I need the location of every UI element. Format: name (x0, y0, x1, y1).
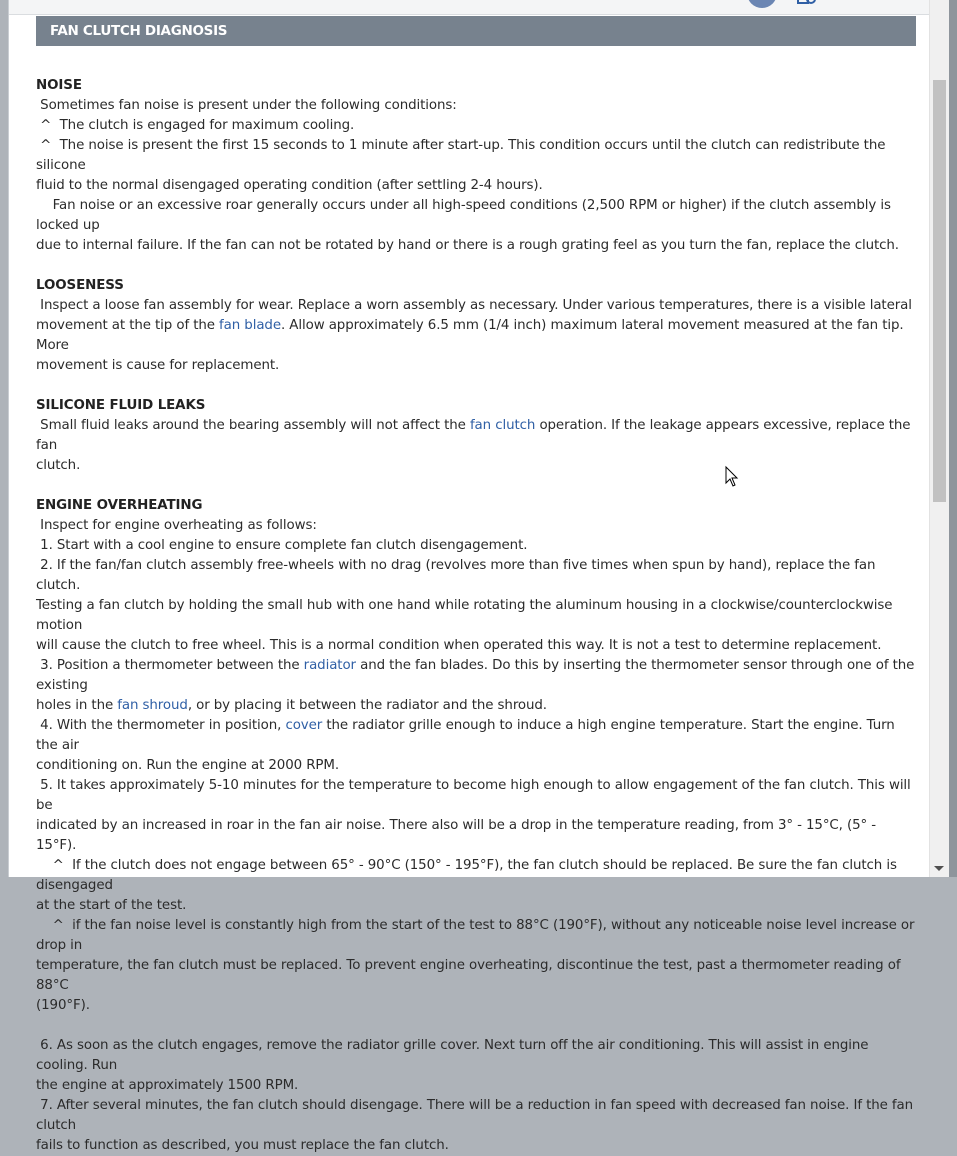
paragraph-line (36, 416, 918, 456)
user-avatar[interactable] (747, 0, 777, 8)
paragraph-line: the engine at approximately 1500 RPM. (36, 1078, 299, 1093)
fan-clutch-link[interactable]: fan clutch (469, 418, 536, 433)
text-span: 3. Position a thermometer between the (36, 658, 304, 673)
document-icon[interactable] (797, 0, 817, 5)
paragraph-line: indicated by an increased in roar in the fan air noise. There also will be a drop in the temperature reading, from 3° - 15°C, (5° - 15°F). (36, 818, 881, 853)
step-5: 5. It takes approximately 5-10 minutes for the temperature to become high enough to allow engagement of the fan clutch. This will be (36, 778, 915, 813)
heading-engine-overheating: ENGINE OVERHEATING (36, 498, 203, 513)
bullet-line: ^ If the clutch does not engage between 65° - 90°C (150° - 195°F), the fan clutch should be replaced. Be sure the fan clutch is disengaged (36, 858, 901, 893)
text-span: the radiator grille enough to induce a high engine temperature. Start the engine. Turn the air (36, 718, 899, 753)
section-header: FAN CLUTCH DIAGNOSIS (36, 16, 916, 46)
paragraph-line (36, 316, 918, 356)
paragraph-line: at the start of the test. (36, 898, 187, 913)
text-span: holes in the (36, 698, 118, 713)
vertical-scrollbar[interactable] (929, 0, 949, 877)
cover-link[interactable]: cover (285, 718, 323, 733)
top-toolbar (9, 0, 930, 15)
heading-noise: NOISE (36, 78, 82, 93)
heading-silicone-fluid-leaks: SILICONE FLUID LEAKS (36, 398, 206, 413)
paragraph-line: Inspect for engine overheating as follows: (36, 518, 317, 533)
text-span: 4. With the thermometer in position, (36, 718, 286, 733)
paragraph-line: clutch. (36, 458, 81, 473)
paragraph-line: movement is cause for replacement. (36, 358, 280, 373)
step-6: 6. As soon as the clutch engages, remove the radiator grille cover. Next turn off the air conditioning. This will assist in engine cooling. Run (36, 1038, 873, 1073)
fan-shroud-link[interactable]: fan shroud (117, 698, 188, 713)
scrollbar-thumb[interactable] (933, 80, 946, 502)
bullet-line: ^ if the fan noise level is constantly high from the start of the test to 88°C (190°F), without any noticeable noise level increase or drop in (36, 918, 919, 953)
paragraph-line: Inspect a loose fan assembly for wear. Replace a worn assembly as necessary. Under various temperatures, there is a visible lateral (36, 298, 912, 313)
paragraph-line: conditioning on. Run the engine at 2000 RPM. (36, 758, 339, 773)
step-1: 1. Start with a cool engine to ensure complete fan clutch disengagement. (36, 538, 528, 553)
article-body (36, 76, 918, 1156)
text-span: Small fluid leaks around the bearing assembly will not affect the (36, 418, 470, 433)
step-2: 2. If the fan/fan clutch assembly free-wheels with no drag (revolves more than five times when spun by hand), replace the fan clutch. (36, 558, 880, 593)
text-span: . Allow approximately 6.5 mm (1/4 inch) maximum lateral movement measured at the fan tip. More (36, 318, 908, 353)
document-window (8, 0, 931, 1153)
paragraph-line (36, 696, 918, 716)
paragraph-line: Fan noise or an excessive roar generally occurs under all high-speed conditions (2,500 RPM or higher) if the clutch assembly is locked up (36, 198, 896, 233)
paragraph-line: fluid to the normal disengaged operating condition (after settling 2-4 hours). (36, 178, 543, 193)
paragraph-line: temperature, the fan clutch must be replaced. To prevent engine overheating, discontinue the test, past a thermometer reading of 88°C (36, 958, 905, 993)
paragraph-line: Testing a fan clutch by holding the small hub with one hand while rotating the aluminum housing in a clockwise/counterclockwise motion (36, 598, 897, 633)
paragraph-line: (190°F). (36, 998, 90, 1013)
text-span: and the fan blades. Do this by inserting the thermometer sensor through one of the existing (36, 658, 919, 693)
fan-blade-link[interactable]: fan blade (219, 318, 281, 333)
paragraph-line: ^ The clutch is engaged for maximum cooling. (36, 118, 355, 133)
paragraph-line: will cause the clutch to free wheel. This is a normal condition when operated this way. It is not a test to determine replacement. (36, 638, 882, 653)
radiator-link[interactable]: radiator (303, 658, 356, 673)
mouse-pointer-icon (725, 466, 739, 488)
step-4 (36, 716, 918, 756)
text-span: , or by placing it between the radiator and the shroud. (187, 698, 547, 713)
background-edge (949, 0, 957, 877)
paragraph-line: due to internal failure. If the fan can not be rotated by hand or there is a rough grating feel as you turn the fan, replace the clutch. (36, 238, 899, 253)
paragraph-line: fails to function as described, you must replace the fan clutch. (36, 1138, 449, 1153)
step-3 (36, 656, 918, 696)
text-span: movement at the tip of the (36, 318, 220, 333)
scroll-down-arrow-icon[interactable] (934, 866, 944, 871)
paragraph-line: ^ The noise is present the first 15 seconds to 1 minute after start-up. This condition occurs until the clutch can redistribute the silicone (36, 138, 890, 173)
step-7: 7. After several minutes, the fan clutch should disengage. There will be a reduction in fan speed with decreased fan noise. If the fan clutch (36, 1098, 918, 1133)
heading-looseness: LOOSENESS (36, 278, 124, 293)
text-span: operation. If the leakage appears excessive, replace the fan (36, 418, 915, 453)
paragraph-line: Sometimes fan noise is present under the following conditions: (36, 98, 457, 113)
